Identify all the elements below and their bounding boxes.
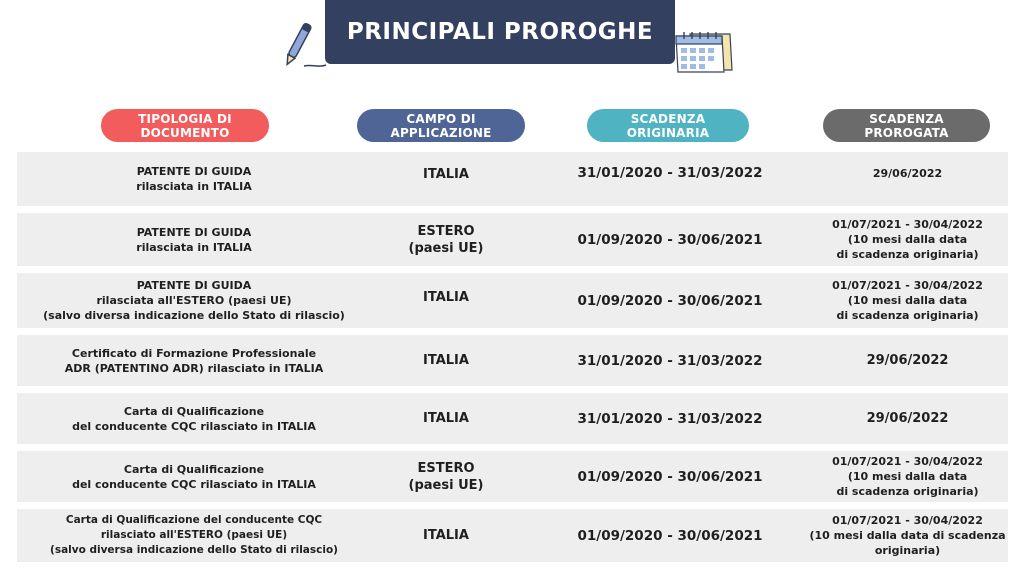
document-type-cell: PATENTE DI GUIDA rilasciata all'ESTERO (paesi UE) (salvo diversa indicazione dello Stato di rilascio): [43, 279, 345, 322]
original-deadline-cell: 31/01/2020 - 31/03/2022: [577, 352, 763, 369]
document-type-cell: Carta di Qualificazione del conducente CQC rilasciato in ITALIA: [72, 404, 316, 433]
table-row: [17, 451, 1008, 502]
extended-deadline-cell: 29/06/2022: [866, 353, 949, 368]
column-header-scadenza-prorogata: SCADENZA PROROGATA: [823, 109, 990, 142]
scope-cell: ESTERO (paesi UE): [408, 223, 484, 256]
document-type-cell: Carta di Qualificazione del conducente CQC rilasciato all'ESTERO (paesi UE) (salvo diversa indicazione dello Stato di rilascio): [50, 514, 338, 556]
extended-deadline-cell: 01/07/2021 - 30/04/2022 (10 mesi dalla data di scadenza originaria): [832, 279, 983, 322]
table-row: [17, 393, 1008, 444]
table-row: [17, 152, 1008, 206]
extended-deadline-cell: 29/06/2022: [866, 411, 949, 426]
scope-cell: ITALIA: [423, 353, 469, 368]
original-deadline-cell: 01/09/2020 - 30/06/2021: [577, 292, 763, 309]
scope-cell: ITALIA: [423, 167, 469, 182]
scope-cell: ESTERO (paesi UE): [408, 460, 484, 493]
scope-cell: ITALIA: [423, 290, 469, 305]
column-header-campo: CAMPO DI APPLICAZIONE: [357, 109, 525, 142]
scope-cell: ITALIA: [423, 528, 469, 543]
original-deadline-cell: 31/01/2020 - 31/03/2022: [577, 165, 763, 181]
table-row: [17, 335, 1008, 386]
scope-cell: ITALIA: [423, 411, 469, 426]
original-deadline-cell: 31/01/2020 - 31/03/2022: [577, 410, 763, 427]
document-type-cell: PATENTE DI GUIDA rilasciata in ITALIA: [136, 225, 252, 254]
original-deadline-cell: 01/09/2020 - 30/06/2021: [577, 231, 763, 248]
column-header-tipologia: TIPOLOGIA DI DOCUMENTO: [101, 109, 269, 142]
table-row: [17, 213, 1008, 266]
extended-deadline-cell: 01/07/2021 - 30/04/2022 (10 mesi dalla data di scadenza originaria): [809, 514, 1006, 557]
document-type-cell: Certificato di Formazione Professionale ADR (PATENTINO ADR) rilasciato in ITALIA: [64, 346, 324, 375]
table-row: [17, 509, 1008, 562]
page-title: PRINCIPALI PROROGHE: [346, 19, 654, 45]
extended-deadline-cell: 29/06/2022: [872, 167, 943, 180]
original-deadline-cell: 01/09/2020 - 30/06/2021: [577, 527, 763, 544]
document-type-cell: Carta di Qualificazione del conducente CQC rilasciato in ITALIA: [72, 462, 316, 491]
column-header-scadenza-originaria: SCADENZA ORIGINARIA: [587, 109, 749, 142]
extended-deadline-cell: 01/07/2021 - 30/04/2022 (10 mesi dalla data di scadenza originaria): [832, 455, 983, 498]
original-deadline-cell: 01/09/2020 - 30/06/2021: [577, 468, 763, 485]
title-banner: [325, 0, 675, 64]
document-type-cell: PATENTE DI GUIDA rilasciata in ITALIA: [136, 165, 252, 193]
calendar-icon: [672, 28, 734, 74]
extended-deadline-cell: 01/07/2021 - 30/04/2022 (10 mesi dalla data di scadenza originaria): [832, 218, 983, 261]
table-row: [17, 273, 1008, 328]
